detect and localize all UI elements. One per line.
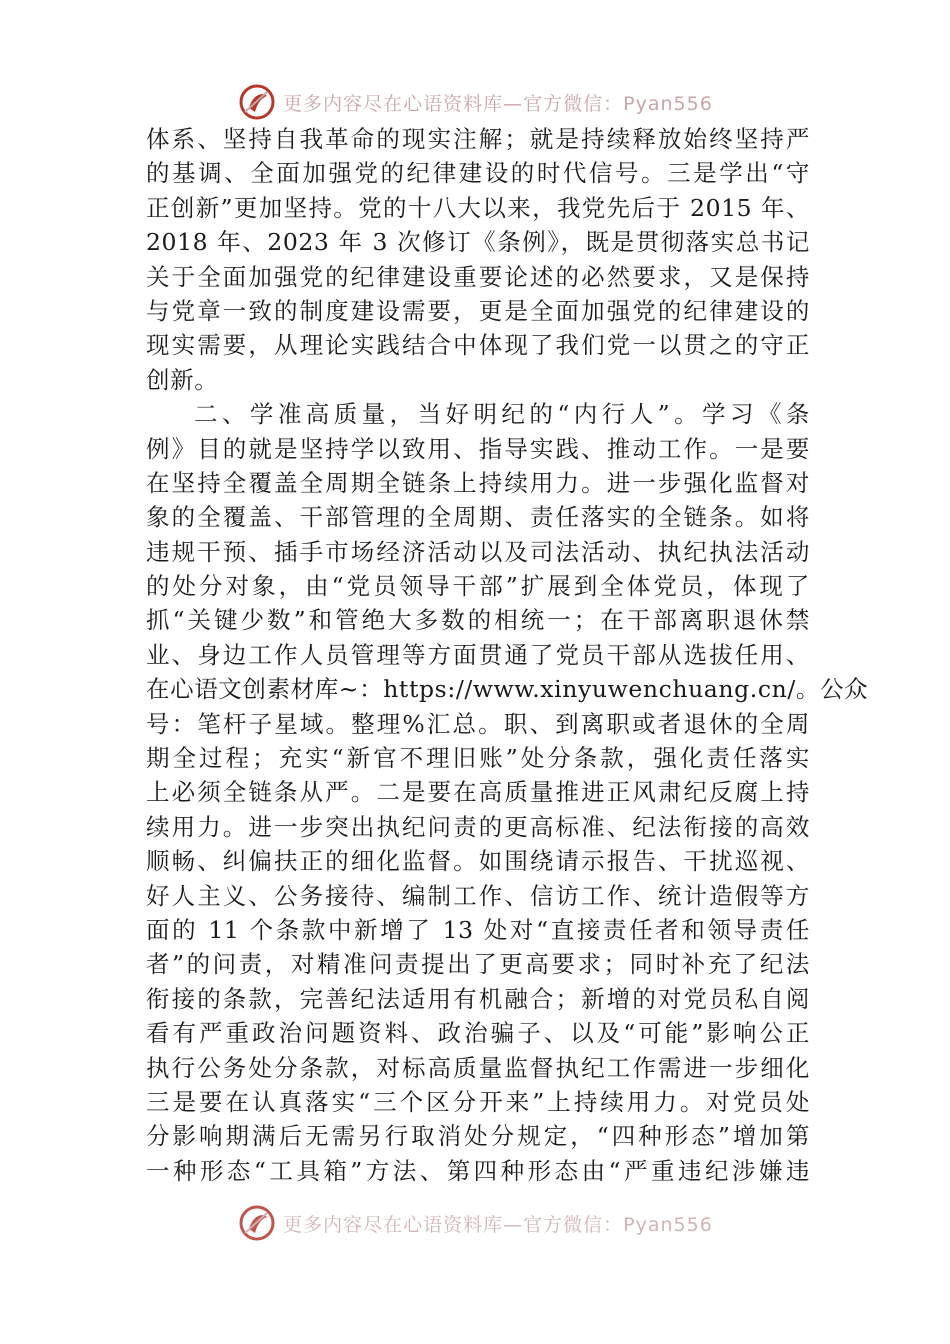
text-line: 正创新”更加坚持。党的十八大以来，我党先后于 2015 年、 — [146, 193, 810, 222]
text-line: 三是要在认真落实“三个区分开来”上持续用力。对党员处 — [146, 1087, 810, 1116]
text-line: 在心语文创素材库~：https://www.xinyuwenchuang.cn/。公众 — [146, 675, 869, 704]
text-line: 期全过程；充实“新官不理旧账”处分条款，强化责任落实 — [146, 744, 810, 773]
text-line: 一种形态“工具箱”方法、第四种形态由“严重违纪涉嫌违 — [146, 1156, 810, 1185]
text-line: 续用力。进一步突出执纪问责的更高标准、纪法衔接的高效 — [146, 812, 810, 841]
logo-icon — [237, 1203, 277, 1243]
text-line: 顺畅、纠偏扶正的细化监督。如围绕请示报告、干扰巡视、 — [146, 847, 810, 876]
text-line: 分影响期满后无需另行取消处分规定，“四种形态”增加第 — [146, 1122, 810, 1151]
text-line: 上必须全链条从严。二是要在高质量推进正风肃纪反腐上持 — [146, 778, 810, 807]
text-line: 现实需要，从理论实践结合中体现了我们党一以贯之的守正 — [146, 331, 810, 360]
text-line: 关于全面加强党的纪律建设重要论述的必然要求，又是保持 — [146, 262, 810, 291]
text-line: 象的全覆盖、干部管理的全周期、责任落实的全链条。如将 — [146, 503, 810, 532]
text-line: 在坚持全覆盖全周期全链条上持续用力。进一步强化监督对 — [146, 468, 810, 497]
text-line: 衔接的条款，完善纪法适用有机融合；新增的对党员私自阅 — [146, 984, 810, 1013]
paragraph-heading-line: 二、学准高质量，当好明纪的“内行人”。学习《条 — [194, 400, 810, 429]
text-line: 抓“关键少数”和管绝大多数的相统一；在干部离职退休禁 — [146, 606, 810, 635]
text-line: 看有严重政治问题资料、政治骗子、以及“可能”影响公正 — [146, 1019, 810, 1048]
watermark-footer — [0, 1203, 950, 1243]
text-line: 的处分对象，由“党员领导干部”扩展到全体党员，体现了 — [146, 572, 810, 601]
text-line: 例》目的就是坚持学以致用、指导实践、推动工作。一是要 — [146, 434, 810, 463]
text-line: 号：笔杆子星域。整理%汇总。职、到离职或者退休的全周 — [146, 709, 810, 738]
text-line: 2018 年、2023 年 3 次修订《条例》，既是贯彻落实总书记 — [146, 228, 810, 257]
logo-icon — [237, 82, 277, 122]
watermark-bottom-text: 更多内容尽在心语资料库—官方微信：Pyan556 — [283, 1213, 713, 1236]
text-line: 的基调、全面加强党的纪律建设的时代信号。三是学出“守 — [146, 159, 810, 188]
text-line: 与党章一致的制度建设需要，更是全面加强党的纪律建设的 — [146, 296, 810, 325]
document-body — [146, 122, 869, 1188]
text-line: 执行公务处分条款，对标高质量监督执纪工作需进一步细化 — [146, 1053, 810, 1082]
text-line: 者”的问责，对精准问责提出了更高要求；同时补充了纪法 — [146, 950, 810, 979]
text-line: 好人主义、公务接待、编制工作、信访工作、统计造假等方 — [146, 881, 810, 910]
text-line: 业、身边工作人员管理等方面贯通了党员干部从选拔任用、 — [146, 640, 810, 669]
watermark-top-text: 更多内容尽在心语资料库—官方微信：Pyan556 — [283, 92, 713, 115]
text-line: 体系、坚持自我革命的现实注解；就是持续释放始终坚持严 — [146, 125, 810, 153]
watermark-header — [0, 82, 950, 122]
text-line: 违规干预、插手市场经济活动以及司法活动、执纪执法活动 — [146, 537, 810, 566]
text-line: 创新。 — [146, 365, 219, 394]
text-line: 面的 11 个条款中新增了 13 处对“直接责任者和领导责任 — [146, 915, 810, 944]
